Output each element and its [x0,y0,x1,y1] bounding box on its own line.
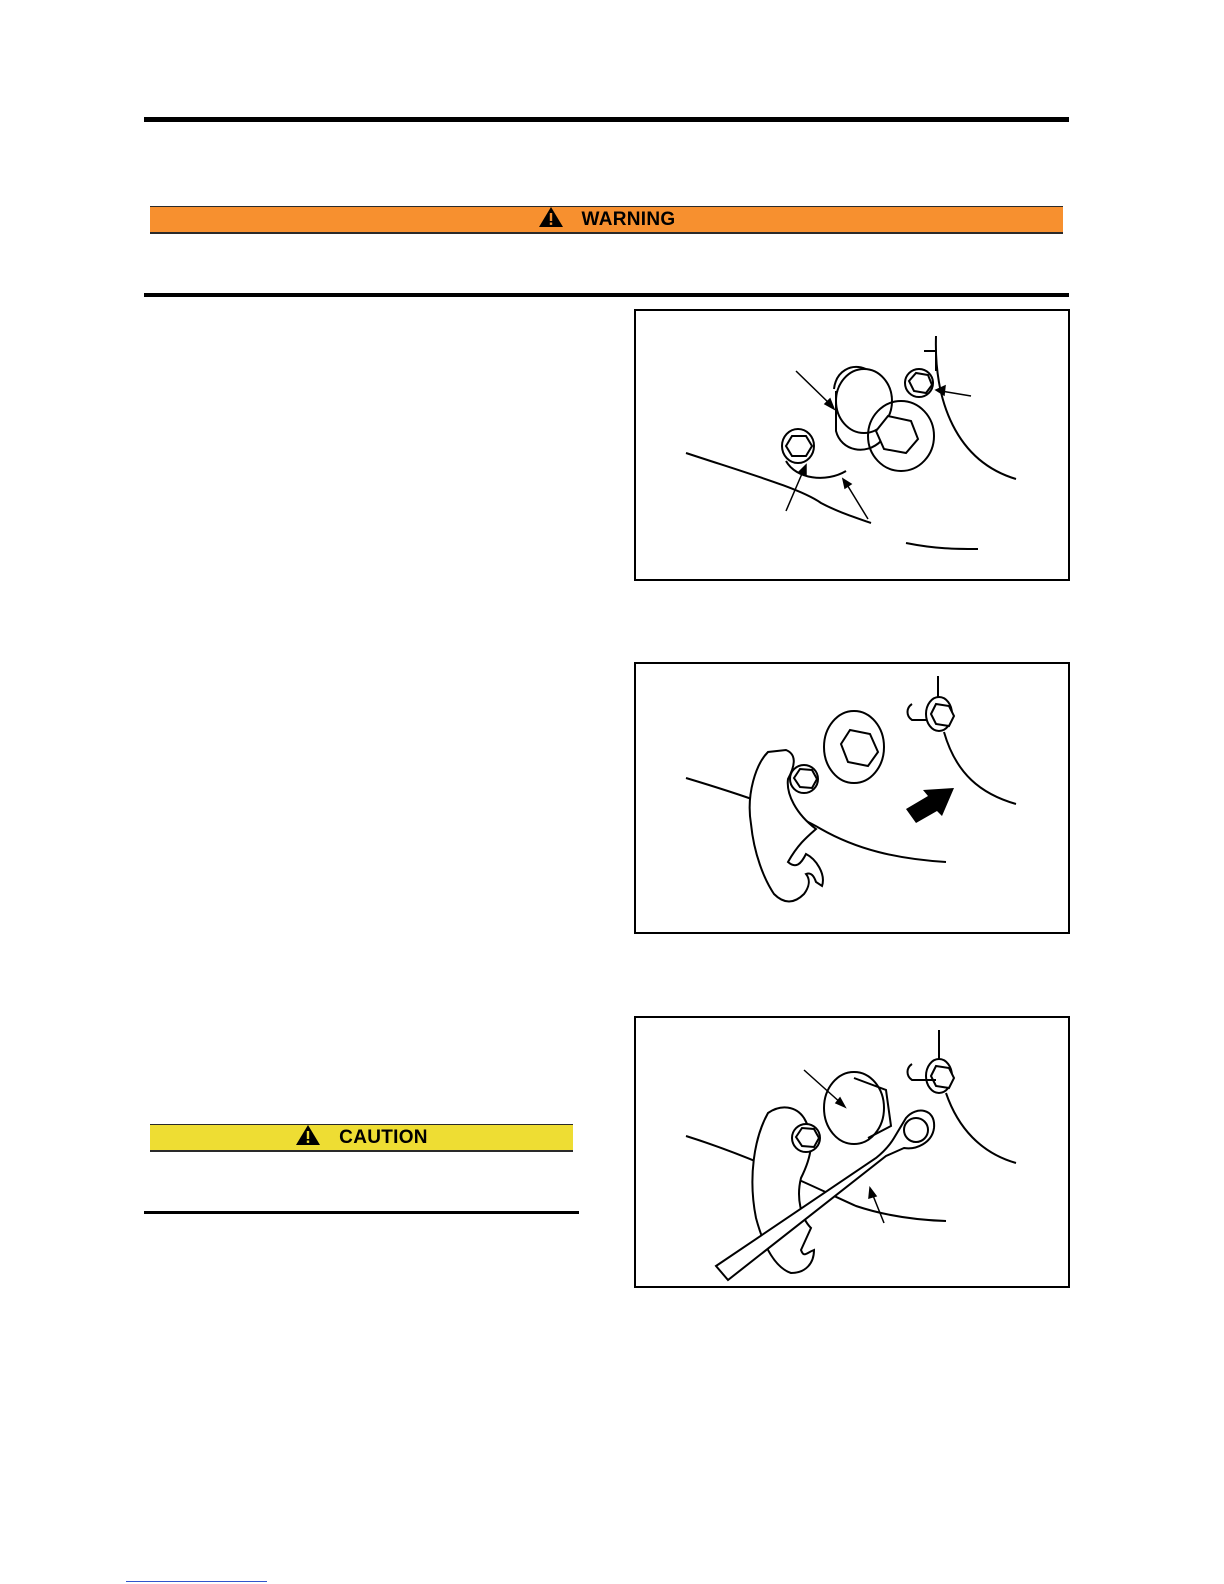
figure-wrench-hub [634,1016,1070,1288]
caution-label: CAUTION [339,1126,428,1148]
caution-section-rule [144,1211,579,1214]
bracket-bolt-illustration [636,664,1068,932]
hub-bolts-illustration [636,311,1068,579]
warning-section-rule [144,293,1069,297]
warning-banner [150,206,1063,234]
caution-banner [150,1124,573,1152]
top-rule [144,117,1069,122]
footer-link-underline[interactable] [126,1581,267,1582]
warning-triangle-icon [538,206,564,234]
figure-bracket-bolt [634,662,1070,934]
caution-triangle-icon [295,1124,321,1152]
figure-hub-bolts [634,309,1070,581]
warning-label: WARNING [581,208,676,230]
wrench-hub-illustration [636,1018,1068,1286]
